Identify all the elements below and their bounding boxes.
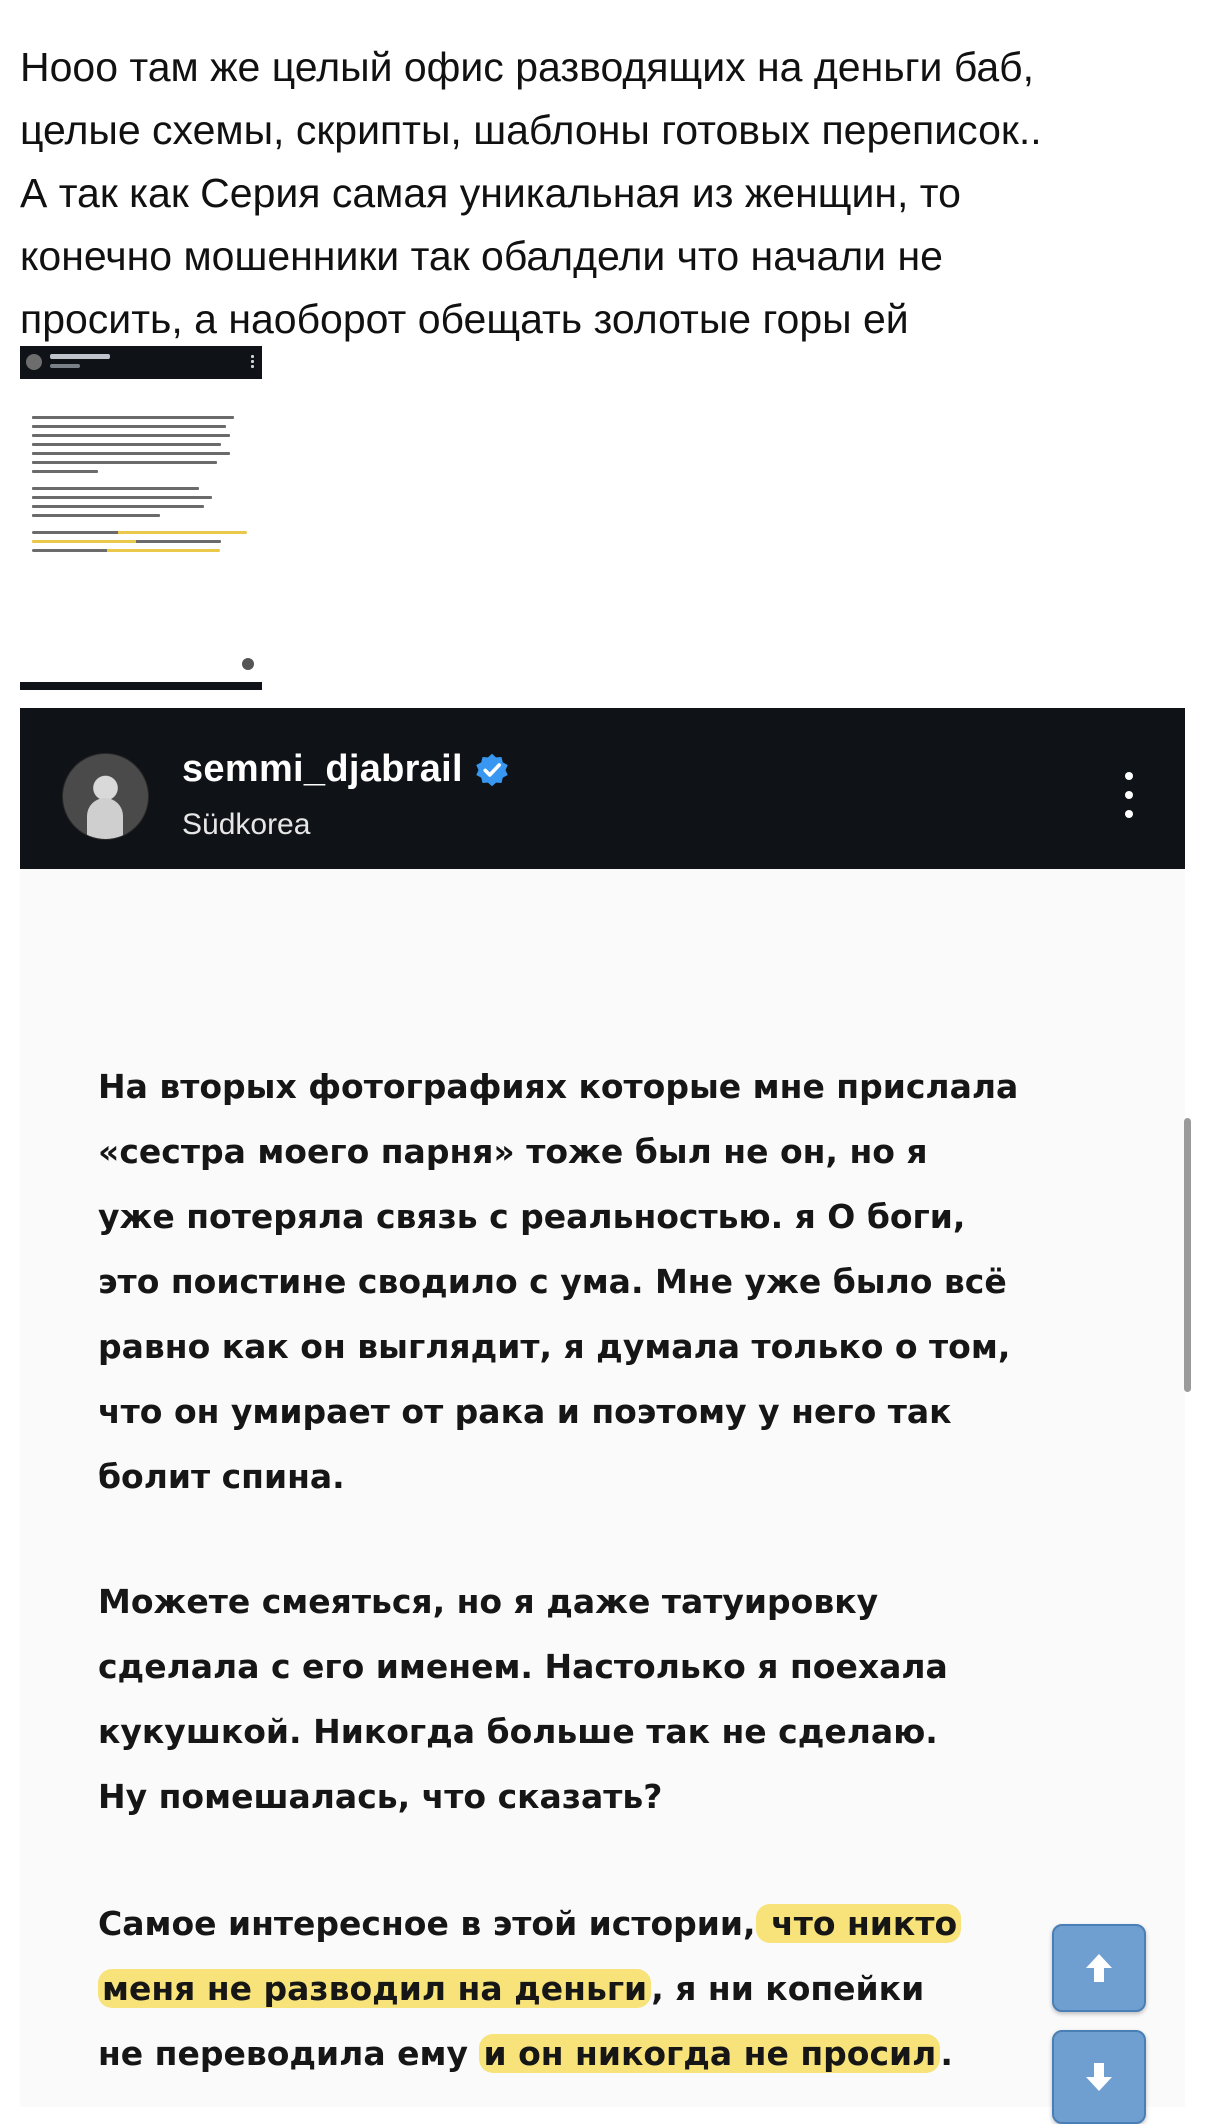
thumbnail-scroll-icon — [242, 658, 254, 670]
post-paragraph-highlighted — [98, 1891, 1118, 2086]
plain-text: не переводила ему — [98, 2034, 480, 2073]
post-line — [98, 1956, 1118, 2021]
post-line: Ну помешалась, что сказать? — [98, 1777, 663, 1816]
scroll-up-button[interactable] — [1052, 1924, 1146, 2012]
scroll-down-button[interactable] — [1052, 2030, 1146, 2124]
post-line: болит спина. — [98, 1457, 345, 1496]
post-line: кукушкой. Никогда больше так не сделаю. — [98, 1712, 938, 1751]
arrow-down-icon — [1079, 2057, 1119, 2097]
post-paragraph — [98, 1569, 1118, 1829]
post-paragraph — [98, 1054, 1118, 1509]
highlighted-text: меня не разводил на деньги — [98, 1969, 651, 2008]
post-line: что он умирает от рака и поэтому у него так — [98, 1392, 952, 1431]
post-line — [98, 1891, 1118, 1956]
plain-text: . — [940, 2034, 953, 2073]
thumbnail-avatar — [26, 354, 42, 370]
post-line: Можете смеяться, но я даже татуировку — [98, 1582, 879, 1621]
comment-line: Нооо там же целый офис разводящих на деньги баб, — [20, 44, 1035, 90]
post-line: равно как он выглядит, я думала только о том, — [98, 1327, 1011, 1366]
plain-text: Самое интересное в этой истории, — [98, 1904, 756, 1943]
comment-line: конечно мошенники так обалдели что начали не — [20, 233, 943, 279]
location[interactable]: Südkorea — [182, 808, 311, 841]
comment-text — [20, 36, 1190, 351]
scrollbar[interactable] — [1184, 1118, 1191, 1392]
post-line: это поистине сводило с ума. Мне уже было всё — [98, 1262, 1007, 1301]
plain-text: , я ни копейки — [651, 1969, 925, 2008]
post-body — [20, 869, 1185, 2107]
thumbnail-footer — [20, 682, 262, 690]
post-line — [98, 2021, 1118, 2086]
highlighted-text: и он никогда не просил — [479, 2034, 940, 2073]
comment-line: просить, а наоборот обещать золотые горы ей — [20, 296, 909, 342]
post-line: уже потеряла связь с реальностью. я О боги, — [98, 1197, 966, 1236]
comment-line: целые схемы, скрипты, шаблоны готовых переписок.. — [20, 107, 1042, 153]
highlighted-text: что никто — [756, 1904, 962, 1943]
post-line: сделала с его именем. Настолько я поехала — [98, 1647, 948, 1686]
post-line: На вторых фотографиях которые мне прислала — [98, 1067, 1019, 1106]
comment-line: А так как Серия самая уникальная из женщин, то — [20, 170, 961, 216]
post-line: «сестра моего парня» тоже был не он, но я — [98, 1132, 928, 1171]
arrow-up-icon — [1079, 1948, 1119, 1988]
post-header — [20, 708, 1185, 869]
thumbnail-location — [50, 364, 80, 368]
thumbnail-text — [32, 416, 252, 558]
attached-image-thumbnail[interactable] — [20, 346, 262, 690]
thumbnail-username — [50, 354, 110, 359]
thumbnail-header — [20, 346, 262, 379]
verified-badge-icon — [474, 752, 510, 788]
username[interactable]: semmi_djabrail — [182, 748, 463, 790]
avatar[interactable] — [62, 753, 149, 840]
thumbnail-more-icon — [251, 354, 254, 368]
more-options-icon[interactable] — [1125, 772, 1133, 818]
